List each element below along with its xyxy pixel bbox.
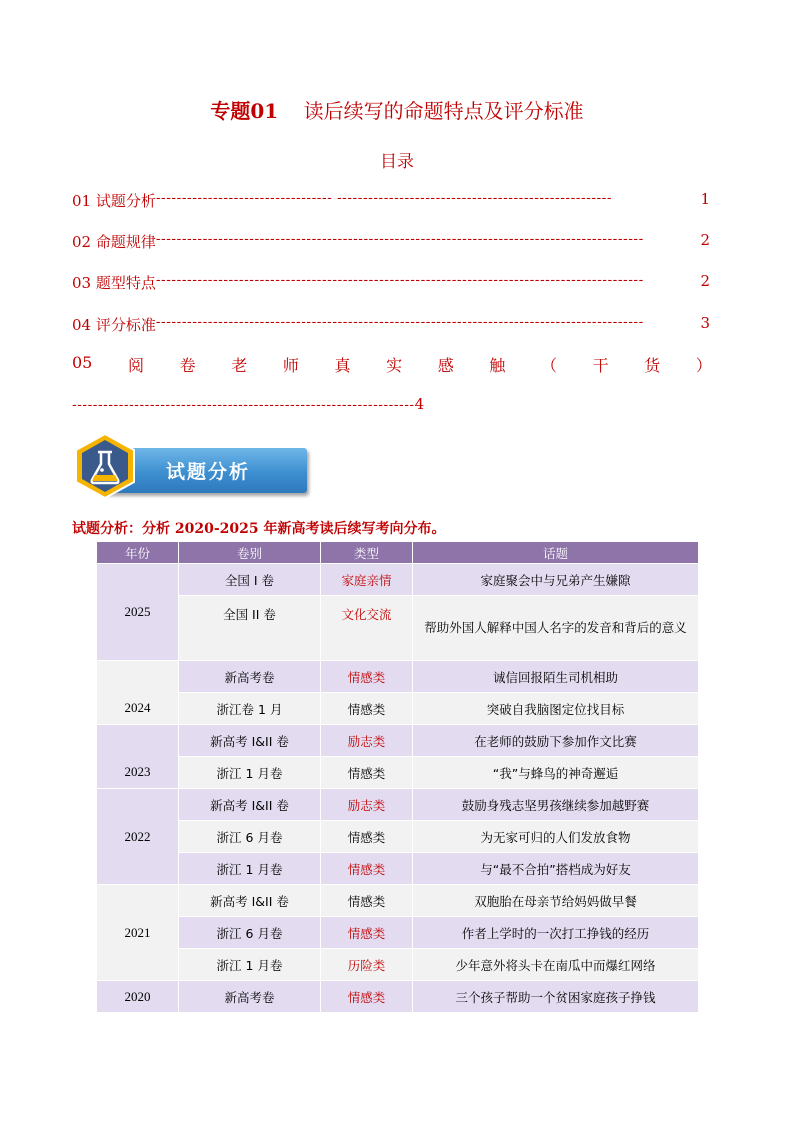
- paper-cell: 全国 I 卷: [179, 564, 321, 596]
- topic-cell: 与“最不合拍”搭档成为好友: [413, 853, 699, 885]
- column-header: 类型: [321, 542, 413, 564]
- paper-cell: 浙江 1 月卷: [179, 949, 321, 981]
- page-title: [0, 95, 794, 124]
- type-cell: 文化交流: [321, 596, 413, 661]
- section-banner-label: 试题分析: [166, 461, 251, 483]
- toc-item5-part: 师: [282, 356, 299, 375]
- toc-item5-part: 老: [231, 356, 248, 375]
- topic-cell: “我”与蜂鸟的神奇邂逅: [413, 757, 699, 789]
- type-cell: 家庭亲情: [321, 564, 413, 596]
- toc-item5-part: 05: [72, 353, 93, 372]
- type-cell: 情感类: [321, 693, 413, 725]
- type-cell: 情感类: [321, 821, 413, 853]
- toc-leader: ------------------------------------------------------------------: [72, 398, 415, 413]
- table-row: [97, 853, 699, 885]
- toc-item-1[interactable]: [72, 190, 710, 211]
- toc-page-number: 2: [700, 272, 710, 290]
- paper-cell: 浙江 1 月卷: [179, 757, 321, 789]
- table-row: [97, 789, 699, 821]
- toc-item-2[interactable]: [72, 231, 710, 252]
- column-header: 话题: [413, 542, 699, 564]
- table-row: [97, 564, 699, 596]
- paper-cell: 新高考卷: [179, 661, 321, 693]
- exam-topic-table: [96, 541, 699, 1013]
- toc-item5-part: 触: [489, 356, 506, 375]
- table-row: [97, 821, 699, 853]
- toc-leader: ----------------------------------------------------------------------------------------------: [155, 273, 644, 288]
- toc-leader: ----------------------------------------------------------------------------------------------: [155, 315, 644, 330]
- table-row: [97, 917, 699, 949]
- year-cell: 2023: [97, 725, 179, 789]
- type-cell: 历险类: [321, 949, 413, 981]
- topic-cell: 双胞胎在母亲节给妈妈做早餐: [413, 885, 699, 917]
- paper-cell: 浙江 6 月卷: [179, 917, 321, 949]
- toc-item-3[interactable]: [72, 272, 710, 293]
- year-cell: 2022: [97, 789, 179, 885]
- toc-item5-part: 卷: [179, 356, 196, 375]
- table-row: [97, 661, 699, 693]
- toc-item5-part: 干: [592, 356, 609, 375]
- paper-cell: 全国 II 卷: [179, 596, 321, 661]
- topic-cell: 作者上学时的一次打工挣钱的经历: [413, 917, 699, 949]
- year-cell: 2025: [97, 564, 179, 661]
- toc-page-number: 2: [700, 231, 710, 249]
- toc-item-label: 03 题型特点: [72, 274, 156, 292]
- table-row: [97, 725, 699, 757]
- table-row: [97, 981, 699, 1013]
- toc-leader: ---------------------------------- -----------------------------------------------------: [155, 191, 613, 206]
- toc-item5-part: 真: [334, 356, 351, 375]
- type-cell: 励志类: [321, 725, 413, 757]
- topic-cell: 帮助外国人解释中国人名字的发音和背后的意义: [413, 596, 699, 661]
- toc-item5-part: 实: [386, 356, 403, 375]
- table-row: [97, 596, 699, 661]
- type-cell: 情感类: [321, 661, 413, 693]
- title-text: 读后续写的命题特点及评分标准: [303, 99, 584, 123]
- toc-item5-part: ）: [695, 356, 712, 375]
- toc-item5-part: 阅: [127, 356, 144, 375]
- type-cell: 情感类: [321, 917, 413, 949]
- toc-heading: 目录: [380, 152, 414, 172]
- toc-item-label: 01 试题分析: [72, 192, 156, 210]
- paper-cell: 浙江 6 月卷: [179, 821, 321, 853]
- paper-cell: 新高考卷: [179, 981, 321, 1013]
- topic-cell: 诚信回报陌生司机相助: [413, 661, 699, 693]
- toc-item5-part: 货: [644, 356, 661, 375]
- topic-cell: 少年意外将头卡在南瓜中而爆红网络: [413, 949, 699, 981]
- toc-page-number: 1: [700, 190, 710, 208]
- type-cell: 励志类: [321, 789, 413, 821]
- flask-icon: [72, 432, 138, 500]
- toc-item-5-continuation[interactable]: [72, 395, 424, 413]
- type-cell: 情感类: [321, 981, 413, 1013]
- title-prefix: 专题: [210, 99, 251, 123]
- table-row: [97, 885, 699, 917]
- toc-page-number: 4: [414, 395, 425, 413]
- section-banner: [72, 432, 312, 500]
- toc-item5-part: 感: [437, 356, 454, 375]
- intro-text: 试题分析：分析 2020-2025 年新高考读后续写考向分布。: [72, 521, 446, 537]
- title-number: 01: [250, 99, 279, 123]
- table-header-row: [97, 542, 699, 564]
- toc-item-5[interactable]: [72, 353, 712, 376]
- toc-item-label: 04 评分标准: [72, 316, 156, 334]
- type-cell: 情感类: [321, 853, 413, 885]
- topic-cell: 为无家可归的人们发放食物: [413, 821, 699, 853]
- table-row: [97, 693, 699, 725]
- column-header: 年份: [97, 542, 179, 564]
- paper-cell: 浙江 1 月卷: [179, 853, 321, 885]
- toc-item5-part: （: [540, 356, 557, 375]
- year-cell: 2020: [97, 981, 179, 1013]
- toc-item-label: 02 命题规律: [72, 233, 156, 251]
- topic-cell: 在老师的鼓励下参加作文比赛: [413, 725, 699, 757]
- table-row: [97, 949, 699, 981]
- topic-cell: 三个孩子帮助一个贫困家庭孩子挣钱: [413, 981, 699, 1013]
- toc-item-4[interactable]: [72, 314, 710, 335]
- topic-cell: 突破自我脑图定位找目标: [413, 693, 699, 725]
- topic-cell: 家庭聚会中与兄弟产生嫌隙: [413, 564, 699, 596]
- paper-cell: 浙江卷 1 月: [179, 693, 321, 725]
- paper-cell: 新高考 I&II 卷: [179, 789, 321, 821]
- paper-cell: 新高考 I&II 卷: [179, 885, 321, 917]
- column-header: 卷别: [179, 542, 321, 564]
- year-cell: 2024: [97, 661, 179, 725]
- table-row: [97, 757, 699, 789]
- year-cell: 2021: [97, 885, 179, 981]
- toc-page-number: 3: [700, 314, 710, 332]
- type-cell: 情感类: [321, 885, 413, 917]
- toc-leader: ----------------------------------------------------------------------------------------------: [155, 232, 644, 247]
- topic-cell: 鼓励身残志坚男孩继续参加越野赛: [413, 789, 699, 821]
- paper-cell: 新高考 I&II 卷: [179, 725, 321, 757]
- type-cell: 情感类: [321, 757, 413, 789]
